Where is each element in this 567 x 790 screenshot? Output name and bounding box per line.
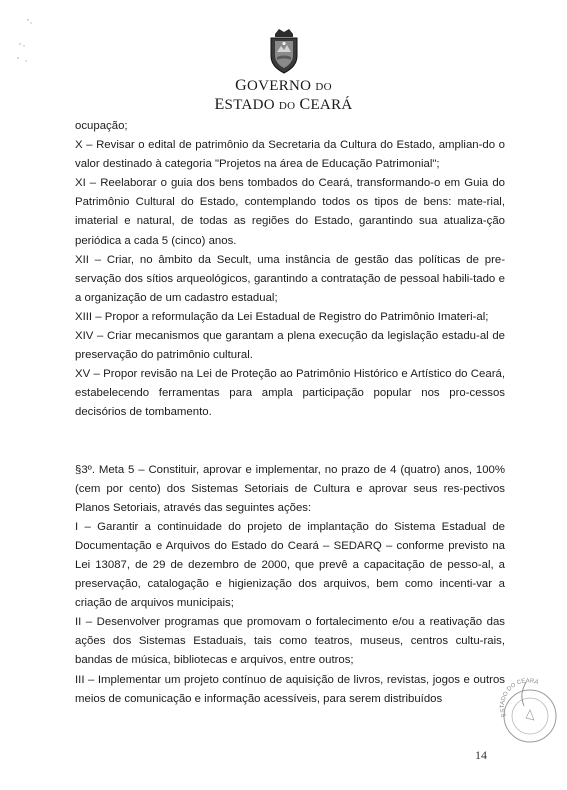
official-stamp-seal-icon — [496, 676, 560, 750]
paragraph: III – Implementar um projeto contínuo de aquisição de livros, revistas, jogos e outros meios de comunicação e informação acessíveis, para serem distribuídos — [75, 673, 505, 705]
state-coat-of-arms-icon — [266, 26, 302, 74]
paragraph: X – Revisar o edital de patrimônio da Secretaria da Cultura do Estado, amplian-do o valor destinado à categoria "Projetos na área de Educação Patrimonial"; — [75, 139, 505, 171]
letterhead — [0, 26, 567, 115]
paragraph-gap — [75, 442, 505, 461]
government-name: GOVERNO DO ESTADO DO CEARÁ — [214, 77, 353, 113]
paragraph: II – Desenvolver programas que promovam o fortalecimento e/ou a reativação das ações dos Sistemas Estaduais, tais como teatros, museus, centros cultu-rais, bandas de música, bibliotecas e arquivos, entre outros; — [75, 616, 505, 667]
paragraph: XV – Propor revisão na Lei de Proteção ao Patrimônio Histórico e Artístico do Ceará, estabelecendo ferramentas para ampla participação popular nos pro-cessos decisórios de tombamento. — [75, 368, 505, 419]
page-number: 14 — [475, 748, 487, 762]
paragraph-gap — [75, 423, 505, 442]
paragraph: §3º. Meta 5 – Constituir, aprovar e implementar, no prazo de 4 (quatro) anos, 100% (cem por cento) dos Sistemas Setoriais de Cultura e aprovar seus res-pectivos Planos Setoriais, através das seguintes ações: — [75, 463, 505, 514]
paragraph: ocupação; — [75, 120, 128, 132]
paragraph: XI – Reelaborar o guia dos bens tombados do Ceará, transformando-o em Guia do Patrimônio Cultural do Estado, contemplando todos os tipos de bens: mate-rial, imaterial e natural, de todas as regiões do Estado, garantindo sua atualiza-ção periódica a cada 5 (cinco) anos. — [75, 177, 505, 247]
paragraph: I – Garantir a continuidade do projeto de implantação do Sistema Estadual de Documentação e Arquivos do Estado do Ceará – SEDARQ – conforme previsto na Lei 13087, de 29 de dezembro de 2000, que prevê a capacitação de pesso-al, a preservação, catalogação e higienização dos arquivos, bem como incenti-var a criação de arquivos municipais; — [75, 520, 505, 610]
document-body — [75, 117, 505, 709]
paragraph: XIII – Propor a reformulação da Lei Estadual de Registro do Patrimônio Imateri-al; — [75, 310, 489, 323]
svg-text:ESTADO DO CEARÁ: ESTADO DO CEARÁ — [499, 678, 539, 718]
paragraph: XII – Criar, no âmbito da Secult, uma instância de gestão das políticas de pre-servação dos sítios arqueológicos, garantindo a contratação de pessoal habili-tado e a organização de um cadastro estadual; — [75, 253, 505, 304]
paragraph: XIV – Criar mecanismos que garantam a plena execução da legislação estadu-al de preservação do patrimônio cultural. — [75, 330, 505, 362]
